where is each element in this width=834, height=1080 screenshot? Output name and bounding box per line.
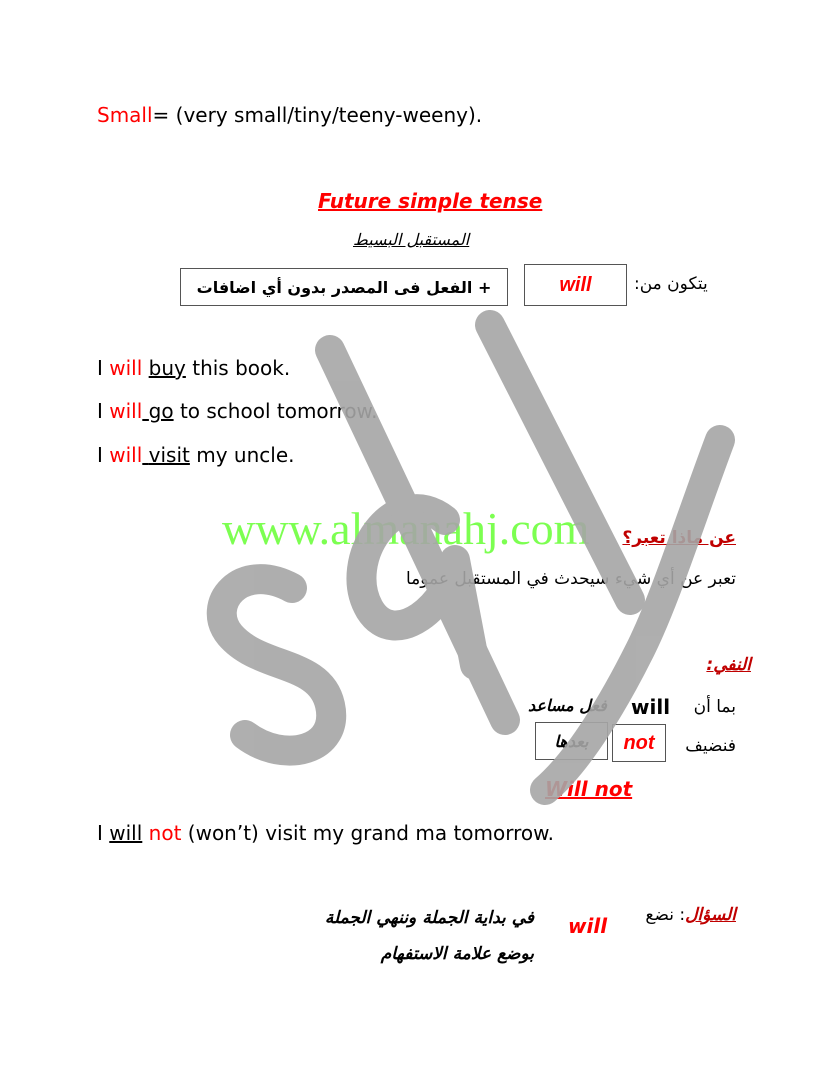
example-verb: go [148,399,174,423]
will-box [524,264,627,306]
example-verb: buy [148,356,186,380]
synonym-word: Small [97,103,153,127]
synonym-line [97,103,482,127]
example-aux: will [109,443,143,467]
example-aux: will [109,399,143,423]
negation-will: will [631,695,671,719]
since-label: بما أن [693,697,736,717]
question-line-2: بوضع علامة الاستفهام [380,944,534,964]
not-box-text: not [623,731,655,754]
question-title: السؤال [685,905,736,925]
question-will: will [568,914,608,938]
negation-title: النفي: [706,655,751,675]
verb-box-text: + الفعل فى المصدر بدون أي اضافات [196,277,492,297]
example-sentence: I will visit my uncle. [97,443,295,467]
example-sentence: I will buy this book. [97,356,291,380]
example-verb: visit [148,443,190,467]
negative-not: not [148,821,182,845]
we-add-label: فنضيف [685,736,736,756]
question-put: : نضع [645,905,686,925]
example-aux: will [109,356,143,380]
negative-example: I will not (won’t) visit my grand ma tomorrow. [97,821,555,845]
question-heading [645,905,736,925]
synonym-list: = (very small/tiny/teeny-weeny). [152,103,483,127]
after-it-box [535,722,608,760]
example-sentence: I will go to school tomorrow. [97,399,378,423]
negative-will: will [109,821,143,845]
after-it-text: بعدها [554,731,589,751]
not-box [612,724,666,762]
question-line-1: في بداية الجملة وننهي الجملة [324,908,534,928]
consists-of-label: يتكون من: [634,274,708,294]
verb-box [180,268,508,306]
lesson-title-arabic: المستقبل البسيط [353,230,470,249]
negation-result: Will not [545,777,633,801]
usage-answer: تعبر عن أي شيء سيحدث في المستقبل عموما [405,569,736,589]
website-watermark: www.almanahj.com [222,503,590,554]
will-box-text: will [559,273,592,296]
aux-verb-label: فعل مساعد [528,696,607,715]
usage-question: عن ماذا تعبر؟ [622,528,736,548]
lesson-title: Future simple tense [318,189,543,213]
